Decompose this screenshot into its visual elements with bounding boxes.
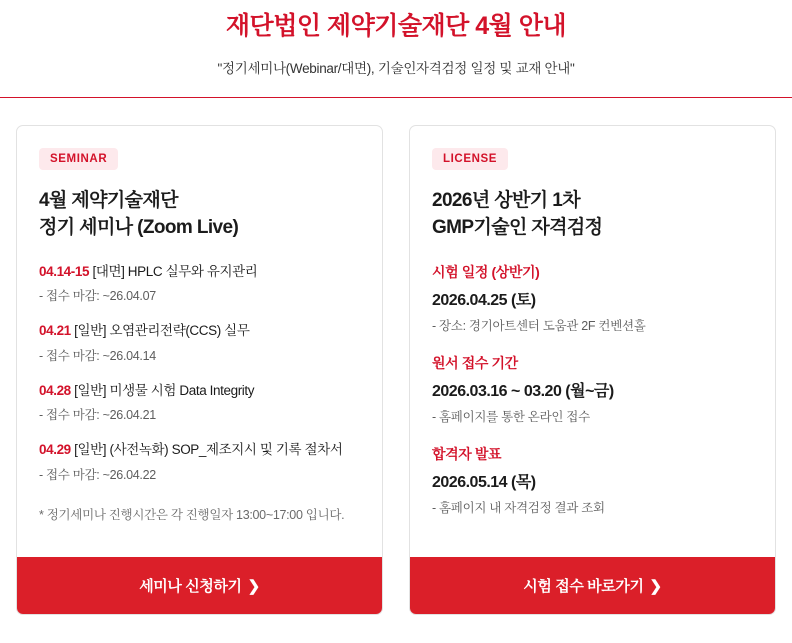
list-item bbox=[432, 353, 753, 425]
seminar-entry-date: 04.29 bbox=[39, 442, 71, 458]
seminar-entry-text: [대면] HPLC 실무와 유지관리 bbox=[92, 263, 258, 279]
seminar-apply-button[interactable] bbox=[17, 557, 382, 614]
license-title-line2: GMP기술인 자격검정 bbox=[432, 217, 603, 239]
license-card bbox=[409, 125, 776, 615]
list-item bbox=[39, 381, 360, 424]
seminar-note: * 정기세미나 진행시간은 각 진행일자 13:00~17:00 입니다. bbox=[39, 507, 345, 522]
license-block-label: 시험 일정 (상반기) bbox=[432, 263, 540, 280]
seminar-entry-list bbox=[39, 262, 360, 483]
card-container bbox=[0, 98, 792, 615]
seminar-entry-date: 04.21 bbox=[39, 323, 71, 339]
seminar-entry-main bbox=[39, 321, 360, 341]
license-block-list bbox=[432, 262, 753, 516]
seminar-entry-text: [일반] 오염관리전략(CCS) 실무 bbox=[74, 323, 250, 339]
seminar-entry-main bbox=[39, 262, 360, 282]
seminar-card-title bbox=[39, 187, 360, 242]
status-badge: LICENSE bbox=[432, 148, 508, 170]
seminar-entry-main bbox=[39, 381, 360, 401]
seminar-entry-text: [일반] 미생물 시험 Data Integrity bbox=[74, 382, 255, 398]
seminar-entry-date: 04.28 bbox=[39, 382, 71, 398]
list-item bbox=[432, 444, 753, 516]
page-subtitle: "정기세미나(Webinar/대면), 기술인자격검정 일정 및 교재 안내" bbox=[217, 60, 575, 76]
seminar-apply-label: 세미나 신청하기 bbox=[139, 577, 242, 595]
license-block-value: 2026.03.16 ~ 03.20 (월~금) bbox=[432, 382, 614, 400]
license-block-sub: - 홈페이지 내 자격검정 결과 조회 bbox=[432, 500, 605, 515]
license-block-sub: - 홈페이지를 통한 온라인 접수 bbox=[432, 409, 590, 424]
seminar-entry-date: 04.14-15 bbox=[39, 263, 90, 279]
list-item bbox=[39, 440, 360, 483]
page-header bbox=[0, 0, 792, 98]
seminar-card-body bbox=[17, 126, 382, 557]
list-item bbox=[39, 262, 360, 305]
license-block-sub: - 장소: 경기아트센터 도움관 2F 컨벤션홀 bbox=[432, 318, 646, 333]
seminar-entry-deadline: - 접수 마감: ~26.04.07 bbox=[39, 289, 156, 304]
list-item bbox=[39, 321, 360, 364]
seminar-entry-main bbox=[39, 440, 360, 460]
license-card-body bbox=[410, 126, 775, 557]
license-block-label: 합격자 발표 bbox=[432, 445, 502, 462]
license-block-value: 2026.04.25 (토) bbox=[432, 291, 536, 309]
seminar-entry-deadline: - 접수 마감: ~26.04.14 bbox=[39, 348, 156, 363]
page-title: 재단법인 제약기술재단 4월 안내 bbox=[225, 12, 567, 40]
license-title-line1: 2026년 상반기 1차 bbox=[432, 189, 580, 211]
license-card-title bbox=[432, 187, 753, 242]
seminar-entry-deadline: - 접수 마감: ~26.04.21 bbox=[39, 408, 156, 423]
seminar-title-line2: 정기 세미나 (Zoom Live) bbox=[39, 217, 239, 239]
status-badge: SEMINAR bbox=[39, 148, 118, 170]
license-block-label: 원서 접수 기간 bbox=[432, 354, 518, 371]
list-item bbox=[432, 262, 753, 334]
license-apply-button[interactable] bbox=[410, 557, 775, 614]
seminar-entry-deadline: - 접수 마감: ~26.04.22 bbox=[39, 467, 156, 482]
chevron-right-icon: ❯ bbox=[649, 577, 662, 595]
seminar-card bbox=[16, 125, 383, 615]
seminar-entry-text: [일반] (사전녹화) SOP_제조지시 및 기록 절차서 bbox=[74, 442, 343, 458]
license-apply-label: 시험 접수 바로가기 bbox=[523, 577, 644, 595]
license-block-value: 2026.05.14 (목) bbox=[432, 473, 536, 491]
seminar-title-line1: 4월 제약기술재단 bbox=[39, 189, 178, 211]
chevron-right-icon: ❯ bbox=[247, 577, 260, 595]
